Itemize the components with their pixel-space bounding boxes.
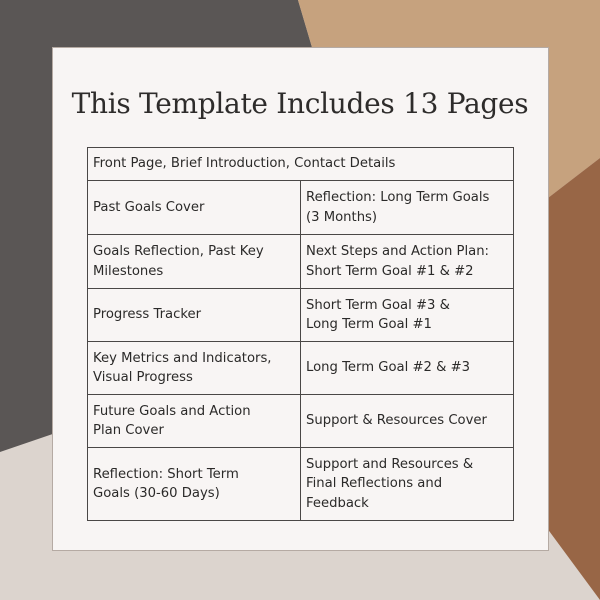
table-row [88,181,514,235]
table-row [88,448,514,521]
table-cell-full: Front Page, Brief Introduction, Contact Details [88,148,514,181]
table-cell-left: Goals Reflection, Past Key Milestones [88,235,301,289]
page-title: This Template Includes 13 Pages [71,87,529,120]
table-cell-right: Reflection: Long Term Goals (3 Months) [301,181,514,235]
table-row [88,235,514,289]
table-cell-right: Support and Resources & Final Reflections and Feedback [301,448,514,521]
table-cell-left: Key Metrics and Indicators, Visual Progress [88,342,301,395]
table-cell-right: Long Term Goal #2 & #3 [301,342,514,395]
table-cell-right: Next Steps and Action Plan: Short Term Goal #1 & #2 [301,235,514,289]
table-cell-right: Short Term Goal #3 & Long Term Goal #1 [301,289,514,342]
table-row [88,342,514,395]
table-cell-right: Support & Resources Cover [301,395,514,448]
table-row [88,395,514,448]
table-cell-left: Reflection: Short Term Goals (30-60 Days) [88,448,301,521]
table-row [88,289,514,342]
pages-table [87,147,514,521]
table-cell-left: Future Goals and Action Plan Cover [88,395,301,448]
table-cell-left: Past Goals Cover [88,181,301,235]
table-row [88,148,514,181]
table-cell-left: Progress Tracker [88,289,301,342]
